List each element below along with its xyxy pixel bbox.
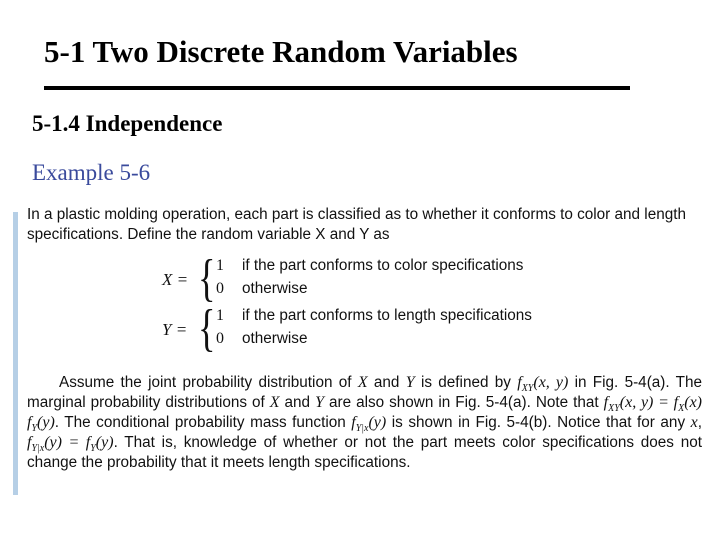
- brace-icon: {: [198, 300, 216, 357]
- math-joint-pmf: $f_{XY}(x$, y): [517, 374, 569, 395]
- para-text: ,: [697, 414, 702, 431]
- para-text: is defined by: [414, 374, 518, 391]
- math-y: Y: [405, 374, 415, 391]
- explanation-paragraph: [27, 373, 702, 473]
- math-independence-equation: $f_{XY}(x$, $y) = f_X(x)$ $f_Y(y)$: [27, 394, 702, 435]
- definition-x: [162, 250, 582, 307]
- example-text-box: [27, 205, 702, 473]
- para-text: Assume the joint probability distribution of: [59, 374, 358, 391]
- para-text: and: [279, 394, 316, 411]
- math-conditional-pmf: $f_{Y|x}(y)$: [351, 414, 387, 435]
- math-x: X: [269, 394, 280, 411]
- para-text: is shown in Fig. 5-4(b). Notice that for any: [386, 414, 691, 431]
- example-sidebar-bar: [13, 212, 18, 495]
- variable-definitions: [27, 250, 702, 373]
- intro-paragraph: In a plastic molding operation, each part is classified as to whether it conforms to color and length specifications. Define the random variable X and Y as: [27, 206, 686, 243]
- brace-icon: {: [198, 250, 216, 307]
- definition-y-case1-value: 1: [216, 307, 224, 324]
- example-label: Example 5-6: [32, 160, 151, 185]
- definition-x-case1-value: 1: [216, 257, 224, 274]
- para-text: . The conditional probability mass function: [54, 414, 352, 431]
- math-y: Y: [315, 394, 324, 411]
- para-text: in Fig. 5-4(a). The marginal probability distributions of: [27, 374, 703, 411]
- para-text: . That is, knowledge of whether or not the part meets color specifications does not change the probability that it meets length specifications.: [27, 434, 702, 471]
- math-x: X: [357, 374, 368, 391]
- section-heading: 5-1.4 Independence: [32, 111, 223, 136]
- definition-y-case1-text: if the part conforms to length specifications: [242, 307, 532, 324]
- definition-x-case1-text: if the part conforms to color specifications: [242, 257, 524, 274]
- definition-y-case2-text: otherwise: [242, 330, 308, 347]
- slide-title: 5-1 Two Discrete Random Variables: [44, 34, 518, 69]
- para-text: are also shown in Fig. 5-4(a). Note that: [323, 394, 604, 411]
- math-x-lower: x: [690, 414, 698, 431]
- definition-y: [162, 300, 582, 357]
- definition-x-case2-value: 0: [216, 280, 224, 297]
- para-text: and: [367, 374, 406, 391]
- definition-y-case2-value: 0: [216, 330, 224, 347]
- math-conditional-equation: $f_{Y|x}(y) = f_Y(y)$: [27, 434, 114, 455]
- definition-y-lhs: Y =: [162, 320, 188, 339]
- title-underline: [44, 86, 630, 90]
- definition-x-lhs: X =: [162, 270, 189, 289]
- definition-x-case2-text: otherwise: [242, 280, 308, 297]
